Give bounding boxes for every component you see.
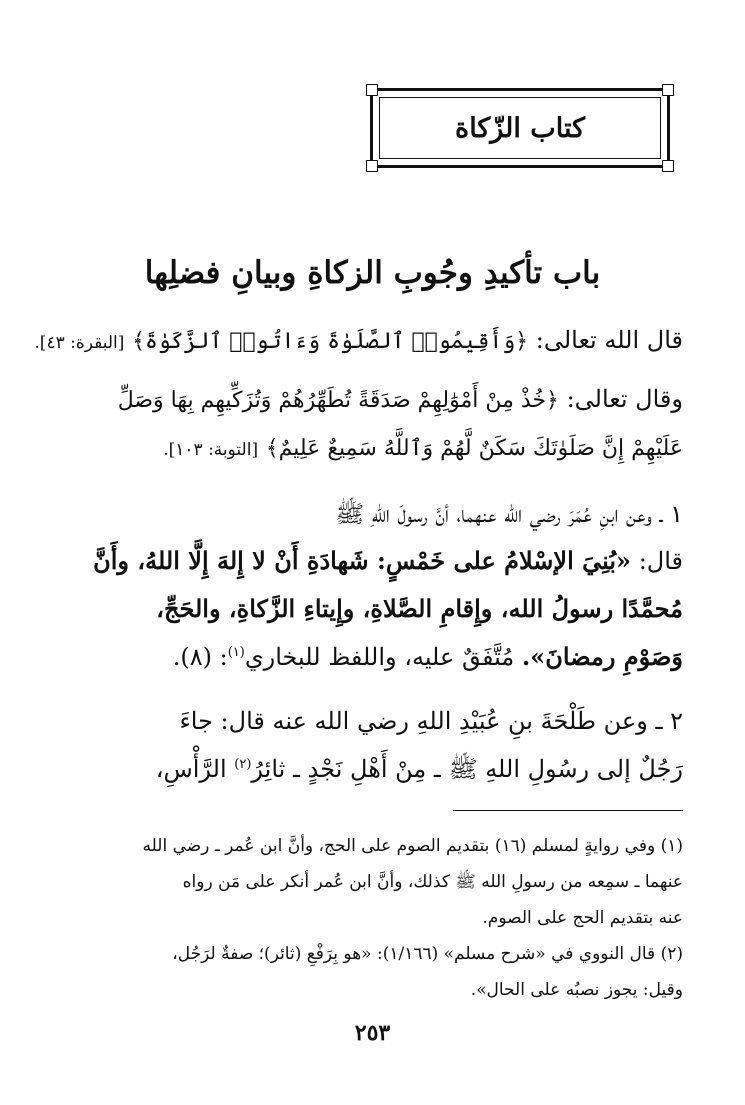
verse2-text-1: ﴿خُذْ مِنْ أَمْوَٰلِهِمْ صَدَقَةً تُطَهِّرُهُمْ وَتُزَكِّيهِم بِهَا وَصَلِّ — [117, 388, 559, 413]
hadith1-source: مُتَّفَقٌ عليه، واللفظ للبخاري — [244, 643, 515, 671]
frame-corner-ornament — [662, 160, 674, 172]
hadith1-line1: ١ ـ وعن ابنِ عُمَرَ رضي الله عنهما، أنَّ رسولَ اللهِ ﷺ — [335, 500, 683, 528]
hadith2-text-b: الرَّأْسِ، — [155, 755, 227, 783]
chapter-title: باب تأكيدِ وجُوبِ الزكاةِ وبيانِ فضلِها — [144, 255, 601, 291]
frame-corner-ornament — [366, 160, 378, 172]
hadith1-number: : (٨). — [172, 643, 228, 671]
frame-corner-ornament — [366, 84, 378, 96]
footnote-marker-2: (٢) — [234, 757, 252, 772]
hadith1-said: قال: — [638, 547, 683, 575]
hadith1-text-end: وَصَوْمِ رمضانَ». — [521, 642, 683, 671]
footnote-2-line2: وقيل: يجوز نصبُه على الحال». — [470, 980, 683, 1000]
verse1-text: ﴿وَأَقِيمُوا۟ ٱلصَّلَوٰةَ وَءَاتُوا۟ ٱلزَّكَوٰةَ﴾ — [132, 329, 529, 354]
hadith2-line1: ٢ ـ وعن طَلْحَةَ بنِ عُبَيْدِ اللهِ رضي الله عنه قال: جاءَ — [179, 707, 683, 735]
footnote-1-line1: (١) وفي روايةٍ لمسلم (١٦) بتقديم الصوم على الحج، وأنَّ ابن عُمر ـ رضي الله — [142, 836, 683, 856]
frame-corner-ornament — [662, 84, 674, 96]
page-number: ٢٥٣ — [354, 1020, 391, 1046]
hadith1-line2 — [62, 547, 683, 576]
footnote-divider — [453, 810, 683, 811]
footnote-1-line3: عنه بتقديم الحج على الصوم. — [482, 908, 683, 928]
book-title-frame — [370, 88, 670, 168]
verse1-ref: [البقرة: ٤٣]. — [34, 333, 125, 353]
hadith2-text-a: رَجُلٌ إلى رسُولِ اللهِ ﷺ ـ مِنْ أَهْلِ نَجْدٍ ـ ثائِرُ — [251, 755, 683, 783]
footnote-marker-1: (١) — [227, 645, 245, 660]
verse1-line — [34, 326, 683, 355]
footnote-1-line2: عنهما ـ سمِعه من رسولِ الله ﷺ كذلك، وأنَّ ابن عُمر أنكر على مَن رواه — [182, 872, 683, 892]
verse2-intro: وقال تعالى: — [566, 385, 683, 413]
verse2-line1 — [62, 385, 683, 414]
verse2-text-2: عَلَيْهِمْ إِنَّ صَلَوٰتَكَ سَكَنٌ لَّهُمْ وَٱللَّهُ سَمِيعٌ عَلِيمٌ﴾ — [265, 436, 683, 461]
hadith1-line4 — [62, 643, 683, 672]
footnote-2-line1: (٢) قال النووي في «شرح مسلم» (١/١٦٦): «هو بِرَفْعِ (ثائر)؛ صفةٌ لرَجُل، — [172, 944, 683, 964]
verse1-intro: قال الله تعالى: — [535, 326, 683, 354]
hadith2-line2 — [62, 755, 683, 784]
hadith1-line3: مُحمَّدًا رسولُ الله، وإِقامِ الصَّلاةِ، وإِيتاءِ الزَّكاةِ، والحَجِّ، — [156, 594, 683, 623]
hadith1-text-1: «بُنِيَ الإسْلامُ على خَمْسٍ: شَهادَةِ أَنْ لا إِلهَ إِلَّا اللهُ، وأَنَّ — [93, 546, 632, 575]
verse2-ref: [التوبة: ١٠٣]. — [163, 440, 259, 460]
verse2-line2 — [62, 433, 683, 462]
book-title: كتاب الزّكاة — [455, 112, 585, 144]
